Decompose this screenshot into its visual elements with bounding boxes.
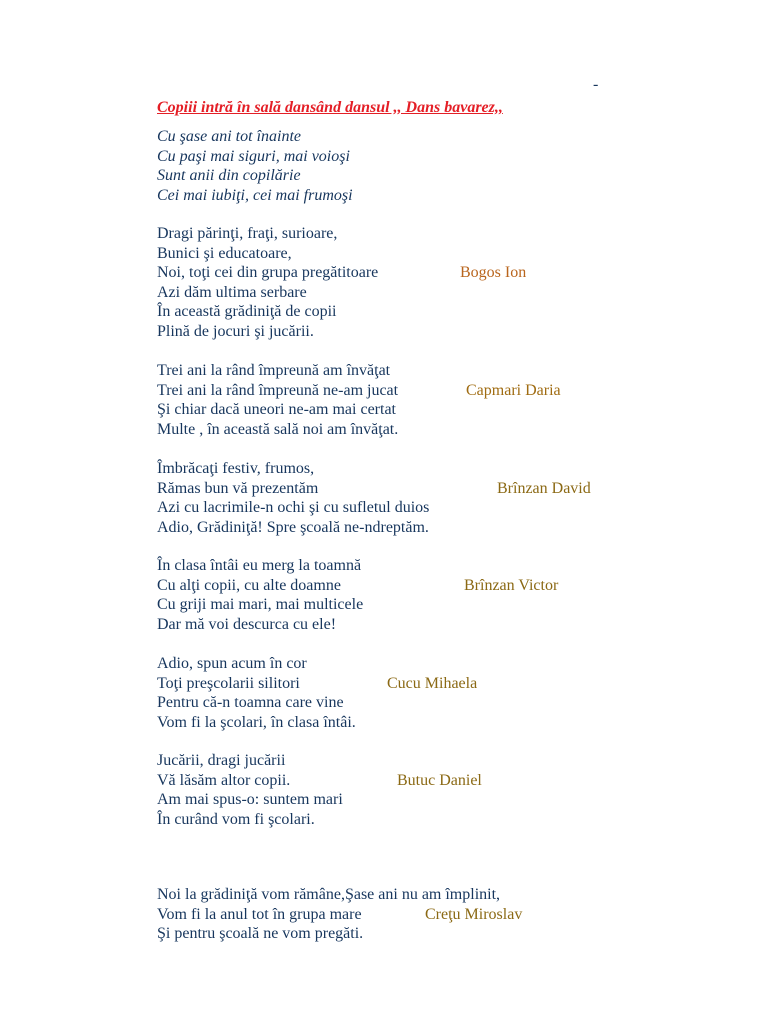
poem-line xyxy=(157,693,717,713)
stanza-1 xyxy=(157,127,717,205)
poem-line-text: Trei ani la rând împreună ne-am jucat xyxy=(157,381,399,399)
poem-line-text: Cu griji mai mari, mai multicele xyxy=(157,596,364,613)
stanza-6 xyxy=(157,654,717,732)
poem-line xyxy=(157,713,717,733)
poem-line-text: În această grădiniţă de copii xyxy=(157,303,337,320)
poem-line-text: Dar mă voi descurca cu ele! xyxy=(157,615,337,633)
poem-line xyxy=(157,518,717,538)
poem-line-text: Cu şase ani tot înainte xyxy=(157,128,301,145)
poem-line xyxy=(157,924,717,944)
poem-line-text: Plină de jocuri şi jucării. xyxy=(157,322,314,340)
poem-line-text: Cu alţi copii, cu alte doamne xyxy=(157,576,341,594)
poem-line-text: Vă lăsăm altor copii. xyxy=(157,771,291,789)
speaker-name: Capmari Daria xyxy=(466,381,561,399)
poem-line xyxy=(157,674,717,694)
stanza-2 xyxy=(157,224,717,341)
speaker-name: Brînzan David xyxy=(497,479,591,497)
poem-line xyxy=(157,885,717,905)
poem-line xyxy=(157,654,717,674)
poem-line-text: Şi pentru şcoală ne vom pregăti. xyxy=(157,925,364,942)
poem-line-text: Am mai spus-o: suntem mari xyxy=(157,791,343,808)
poem-line-text: Îmbrăcaţi festiv, frumos, xyxy=(157,460,315,477)
poem-line xyxy=(157,263,717,283)
poem-line xyxy=(157,224,717,244)
poem-line-text: Vom fi la anul tot în grupa mare xyxy=(157,905,362,923)
poem-line xyxy=(157,790,717,810)
poem-line-text: Pentru că-n toamna care vine xyxy=(157,694,344,711)
poem-line-text: Vom fi la şcolari, în clasa întâi. xyxy=(157,713,356,731)
poem-line-text: Multe , în această sală noi am învăţat. xyxy=(157,420,399,438)
poem-line xyxy=(157,147,717,167)
poem-line xyxy=(157,400,717,420)
poem-line-text: Bunici şi educatoare, xyxy=(157,244,292,262)
poem-line xyxy=(157,751,717,771)
poem-line xyxy=(157,595,717,615)
poem-line xyxy=(157,479,717,499)
poem-line-text: Cei mai iubiţi, cei mai frumoşi xyxy=(157,186,353,204)
speaker-name: Butuc Daniel xyxy=(397,771,482,789)
poem-line-text: Noi, toţi cei din grupa pregătitoare xyxy=(157,264,379,281)
poem-line xyxy=(157,166,717,186)
page-title: Copiii intră în sală dansând dansul ,, Dans bavarez,, xyxy=(157,99,503,116)
stanza-7 xyxy=(157,751,717,829)
speaker-name: Brînzan Victor xyxy=(464,576,559,594)
poem-line xyxy=(157,127,717,147)
poem-line-text: Cu paşi mai siguri, mai voioşi xyxy=(157,147,350,165)
poem-line xyxy=(157,381,717,401)
poem-line xyxy=(157,361,717,381)
poem-line-text: Adio, spun acum în cor xyxy=(157,655,307,672)
stanza-4 xyxy=(157,459,717,537)
poem-line xyxy=(157,771,717,791)
speaker-name: Cucu Mihaela xyxy=(387,674,478,692)
stanza-8 xyxy=(157,885,717,944)
poem-line-text: Azi dăm ultima serbare xyxy=(157,283,307,301)
poem-line xyxy=(157,302,717,322)
poem-line-text: Azi cu lacrimile-n ochi şi cu sufletul duios xyxy=(157,499,430,516)
poem-line xyxy=(157,186,717,206)
poem-line xyxy=(157,810,717,830)
stanza-3 xyxy=(157,361,717,439)
poem-line xyxy=(157,322,717,342)
poem-line-text: Sunt anii din copilărie xyxy=(157,167,301,184)
poem-line-text: Trei ani la rând împreună am învăţat xyxy=(157,362,391,379)
poem-line-text: Şi chiar dacă uneori ne-am mai certat xyxy=(157,401,396,418)
poem-line xyxy=(157,576,717,596)
poem-line-text: Noi la grădiniţă vom rămâne,Şase ani nu am împlinit, xyxy=(157,886,501,903)
poem-line-text: Dragi părinţi, fraţi, surioare, xyxy=(157,225,338,242)
poem-line xyxy=(157,615,717,635)
poem-line-text: În clasa întâi eu merg la toamnă xyxy=(157,557,362,574)
poem-line-text: Adio, Grădiniţă! Spre şcoală ne-ndreptăm. xyxy=(157,518,429,536)
poem-line-text: Toţi preşcolarii silitori xyxy=(157,674,300,692)
speaker-name: Creţu Miroslav xyxy=(425,905,523,923)
poem-line xyxy=(157,498,717,518)
poem-line-text: Jucării, dragi jucării xyxy=(157,752,286,769)
speaker-name: Bogos Ion xyxy=(460,264,527,281)
poem-line-text: În curând vom fi şcolari. xyxy=(157,810,315,828)
poem-line xyxy=(157,283,717,303)
poem-line xyxy=(157,244,717,264)
stanza-5 xyxy=(157,556,717,634)
poem-line xyxy=(157,459,717,479)
poem-line-text: Rămas bun vă prezentăm xyxy=(157,479,319,497)
corner-mark: - xyxy=(593,76,599,93)
poem-line xyxy=(157,905,717,925)
poem-line xyxy=(157,420,717,440)
poem-line xyxy=(157,556,717,576)
